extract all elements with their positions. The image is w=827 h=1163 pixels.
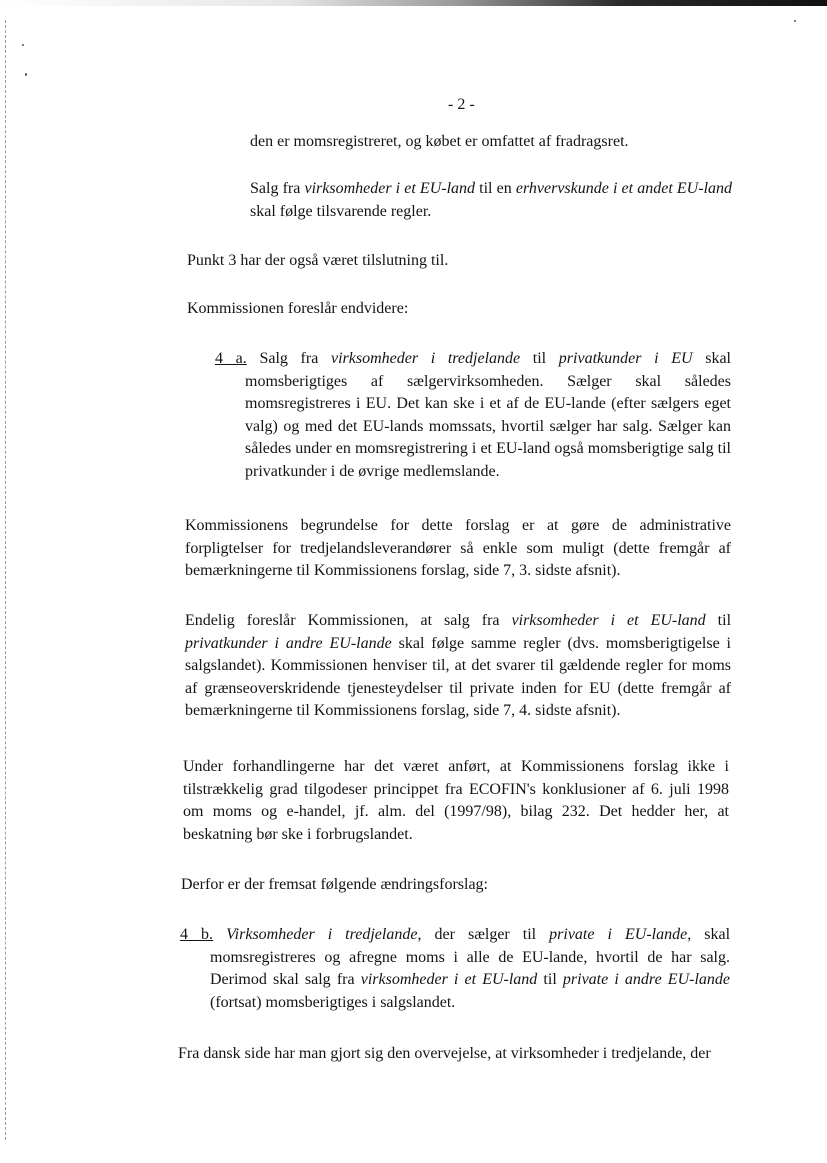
- paragraph-3: Punkt 3 har der også været tilslutning til.: [187, 252, 449, 269]
- paragraph-7: Endelig foreslår Kommissionen, at salg fra virksomheder i et EU-land til privatkunder i andre EU-lande skal følge samme regler (dvs. momsberigtigelse i salgslandet). Kommissionen henviser til, at det svarer til gældende regler for moms af grænseoverskridende tjenesteydelser til private inden for EU (dette fremgår af bemærkningerne til Kommissionens forslag, side 7, 4. sidste afsnit).: [185, 612, 732, 719]
- paragraph-4a: 4 a. Salg fra virksomheder i tredjelande til privatkunder i EU skal momsberigtiges af sælgervirksomheden. Sælger skal således momsregistreres i EU. Det kan ske i et af de EU-lande (efter sælgers eget valg) og med det EU-lands momssats, hvortil sælger har salg. Sælger kan således under en momsregistrering i et EU-land også momsberigtige salg til privatkunder i de øvrige medlemslande.: [215, 350, 732, 480]
- point-label-4b: 4 b.: [180, 926, 214, 943]
- scan-speck: [25, 73, 27, 76]
- scan-speck: [794, 20, 796, 22]
- paragraph-8: Under forhandlingerne har det været anført, at Kommissionens forslag ikke i tilstrækkelig grad tilgodeser princippet fra ECOFIN's konklusioner af 6. juli 1998 om moms og e-handel, jf. alm. del (1997/98), bilag 232. Det hedder her, at beskatning bør ske i forbrugslandet.: [183, 758, 729, 843]
- scan-top-edge: [0, 0, 827, 6]
- paragraph-4b: 4 b. Virksomheder i tredjelande, der sælger til private i EU-lande, skal momsregistreres og afregne moms i alle de EU-lande, hvortil de har salg. Derimod skal salg fra virksomheder i et EU-land til private i andre EU-lande (fortsat) momsberigtiges i salgslandet.: [180, 926, 731, 1011]
- paragraph-6: Kommissionens begrundelse for dette forslag er at gøre de administrative forpligtelser for tredjelandsleverandører så enkle som muligt (dette fremgår af bemærkningerne til Kommissionens forslag, side 7, 3. sidste afsnit).: [185, 517, 731, 579]
- paragraph-1: den er momsregistreret, og købet er omfattet af fradragsret.: [250, 133, 629, 150]
- paragraph-9: Derfor er der fremsat følgende ændringsforslag:: [181, 876, 488, 893]
- paragraph-4: Kommissionen foreslår endvidere:: [187, 300, 409, 317]
- page-number: - 2 -: [448, 96, 475, 113]
- paragraph-11: Fra dansk side har man gjort sig den overvejelse, at virksomheder i tredjelande, der: [178, 1045, 711, 1062]
- scan-left-edge: [5, 20, 7, 1140]
- point-label-4a: 4 a.: [215, 350, 247, 367]
- scan-speck: [22, 44, 24, 46]
- paragraph-2: Salg fra virksomheder i et EU-land til en erhvervskunde i et andet EU-land skal følge tilsvarende regler.: [250, 180, 733, 220]
